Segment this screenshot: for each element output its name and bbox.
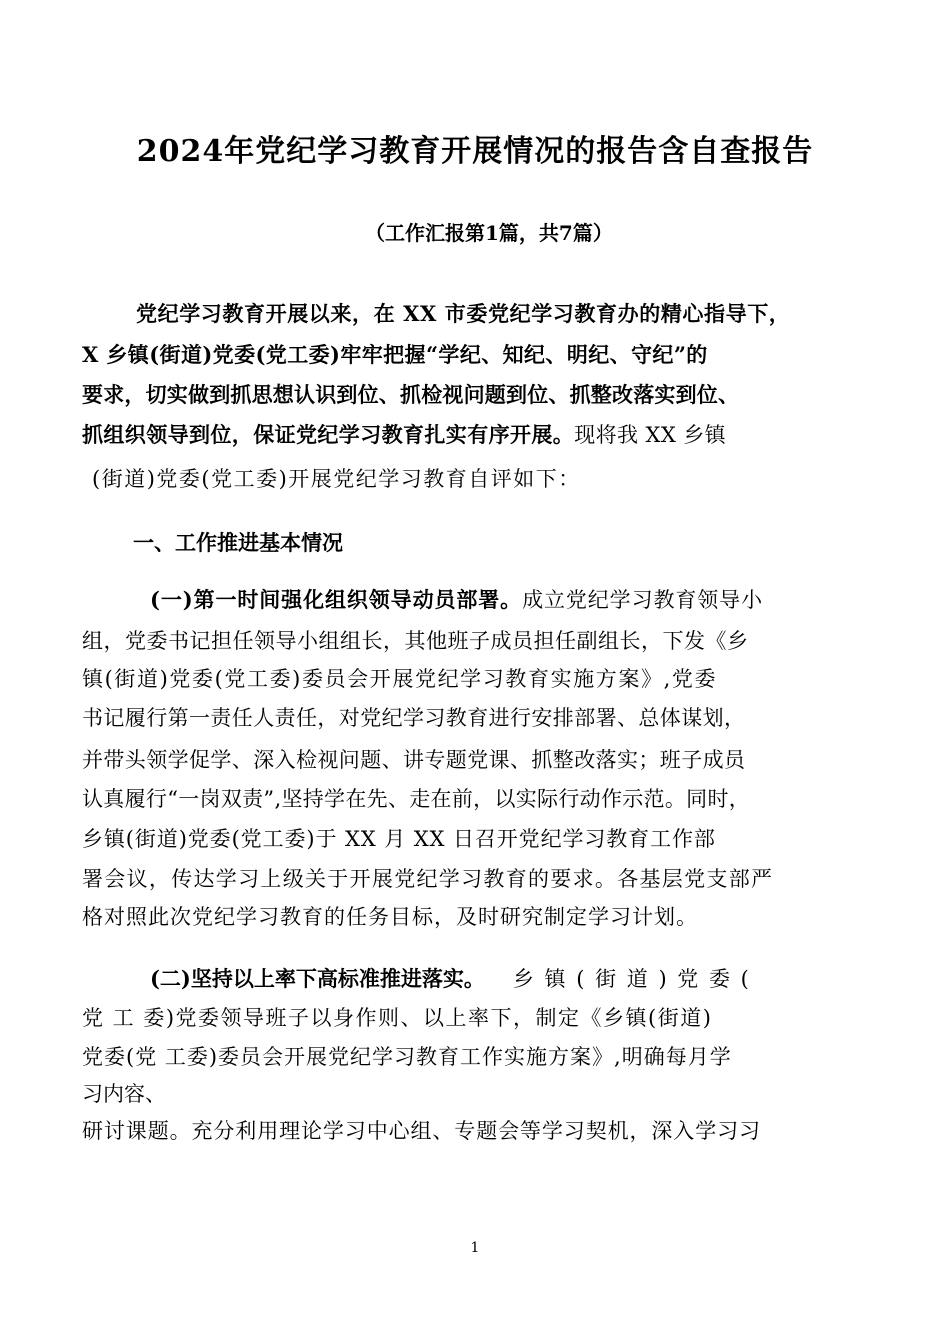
para2-heading: (二)坚持以上率下高标准推进落实。 — [150, 966, 485, 991]
intro-line-2: X 乡镇(街道)党委(党工委)牢牢把握“学纪、知纪、明纪、守纪”的 — [82, 342, 708, 367]
intro-line-3: 要求，切实做到抓思想认识到位、抓检视问题到位、抓整改落实到位、 — [82, 382, 740, 407]
para1-line-2: 组，党委书记担任领导小组组长，其他班子成员担任副组长，下发《乡 — [82, 629, 749, 653]
para1-line-5: 并带头领学促学、深入检视问题、讲专题党课、抓整改落实；班子成员 — [82, 748, 746, 772]
para1-line-9: 格对照此次党纪学习教育的任务目标，及时研究制定学习计划。 — [82, 905, 698, 929]
document-title: 2024年党纪学习教育开展情况的报告含自查报告 — [136, 134, 814, 169]
para2-line-3: 党委(党 工委)委员会开展党纪学习教育工作实施方案》,明确每月学 — [82, 1045, 732, 1069]
para2-line-4: 习内容、 — [82, 1082, 166, 1106]
para1-heading: (一)第一时间强化组织领导动员部署。 — [150, 587, 523, 612]
page-number: 1 — [470, 1240, 480, 1256]
para2-line-1-rest: 乡 镇 ( 街 道 ) 党 委 ( — [512, 967, 751, 991]
intro-line-4-normal: 现将我 XX 乡镇 — [574, 423, 727, 447]
intro-line-1: 党纪学习教育开展以来，在 XX 市委党纪学习教育办的精心指导下， — [136, 301, 791, 326]
document-subtitle: （工作汇报第1篇，共7篇） — [365, 221, 613, 245]
intro-line-5: (街道)党委(党工委)开展党纪学习教育自评如下： — [92, 467, 581, 491]
para1-line-6: 认真履行“一岗双责”,坚持学在先、走在前，以实际行动作示范。同时， — [82, 787, 751, 811]
para1-line-8: 署会议，传达学习上级关于开展党纪学习教育的要求。各基层党支部严 — [82, 867, 774, 891]
intro-line-4 — [82, 421, 726, 449]
para1-line-3: 镇(街道)党委(党工委)委员会开展党纪学习教育实施方案》,党委 — [82, 667, 718, 691]
para1-line-4: 书记履行第一责任人责任，对党纪学习教育进行安排部署、总体谋划， — [82, 706, 746, 730]
section-1-heading: 一、工作推进基本情况 — [133, 530, 343, 555]
para1-line-1-rest: 成立党纪学习教育领导小 — [522, 588, 763, 612]
para1-line-1 — [150, 586, 763, 614]
para1-line-7: 乡镇(街道)党委(党工委)于 XX 月 XX 日召开党纪学习教育工作部 — [82, 827, 716, 851]
para2-line-1 — [150, 965, 751, 993]
para2-line-2: 党 工 委)党委领导班子以身作则、以上率下，制定《乡镇(街道) — [82, 1006, 713, 1030]
para2-line-5: 研讨课题。充分利用理论学习中心组、专题会等学习契机，深入学习习 — [82, 1119, 761, 1143]
intro-line-4-bold: 抓组织领导到位，保证党纪学习教育扎实有序开展。 — [82, 422, 575, 447]
